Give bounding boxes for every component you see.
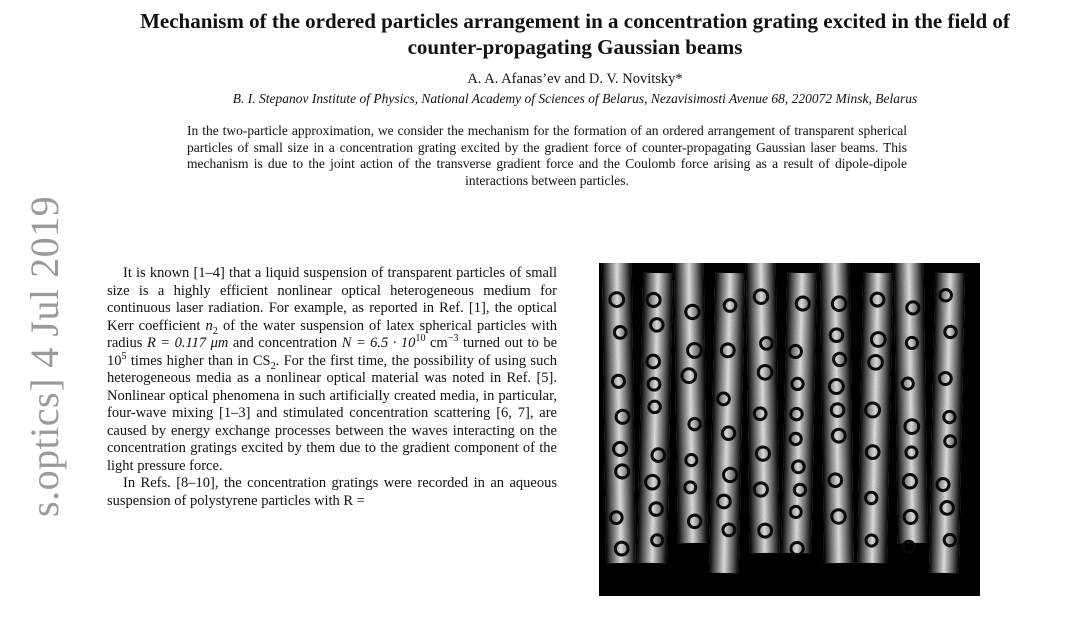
paragraph-2: In Refs. [8–10], the concentration gratings were recorded in an aqueous suspension of polystyrene particles with R =: [107, 475, 557, 509]
bright-fringe: [637, 273, 673, 564]
bright-fringe: [709, 273, 745, 574]
affiliation: B. I. Stepanov Institute of Physics, National Academy of Sciences of Belarus, Nezavisimosti Avenue 68, 220072 Minsk, Belarus: [232, 91, 918, 106]
grating-micrograph: [599, 263, 980, 596]
bright-fringe: [894, 263, 928, 543]
paragraph-1: It is known [1–4] that a liquid suspension of transparent particles of small size is a highly efficient nonlinear optical heterogeneous medium for continuous laser radiation. For example, as reported in Ref. [1], the optical Kerr coefficient $n_2$ of the water suspension of latex spherical particles with radius R = 0.117 μm and concentration $N = 6.5 \cdot 10^{10}$ $cm^{-3}$ turned out to be $10^5$ times higher than in $CS_2$. For the first time, the possibility of using such heterogeneous media as a nonlinear optical material was noted in Ref. [5]. Nonlinear optical phenomena in such artificially created media, in particular, four-wave mixing [1–3] and stimulated concentration scattering [6, 7], are caused by energy exchange processes between the waves interacting on the concentration gratings excited by them due to the gradient component of the light pressure force.: [107, 265, 558, 474]
bright-fringe: [820, 263, 854, 563]
title-line-2: counter-propagating Gaussian beams: [407, 35, 743, 59]
paper-title: [70, 8, 1080, 60]
abstract: In the two-particle approximation, we consider the mechanism for the formation of an ordered arrangement of transparent spherical particles of small size in a concentration grating excited by the gradient force of counter-propagating Gaussian laser beams. This mechanism is due to the joint action of the transverse gradient force and the Coulomb force arising as a result of dipole-dipole interactions between particles.: [187, 123, 907, 188]
figure-particle-grating-image: [599, 263, 980, 596]
author-list: A. A. Afanas’ev and D. V. Novitsky*: [467, 71, 683, 87]
body-text-column: [107, 265, 557, 510]
bright-fringe: [781, 273, 817, 554]
title-line-1: Mechanism of the ordered particles arrangement in a concentration grating excited in the field of: [140, 9, 1010, 33]
arxiv-watermark: s.optics] 4 Jul 2019: [22, 195, 67, 517]
